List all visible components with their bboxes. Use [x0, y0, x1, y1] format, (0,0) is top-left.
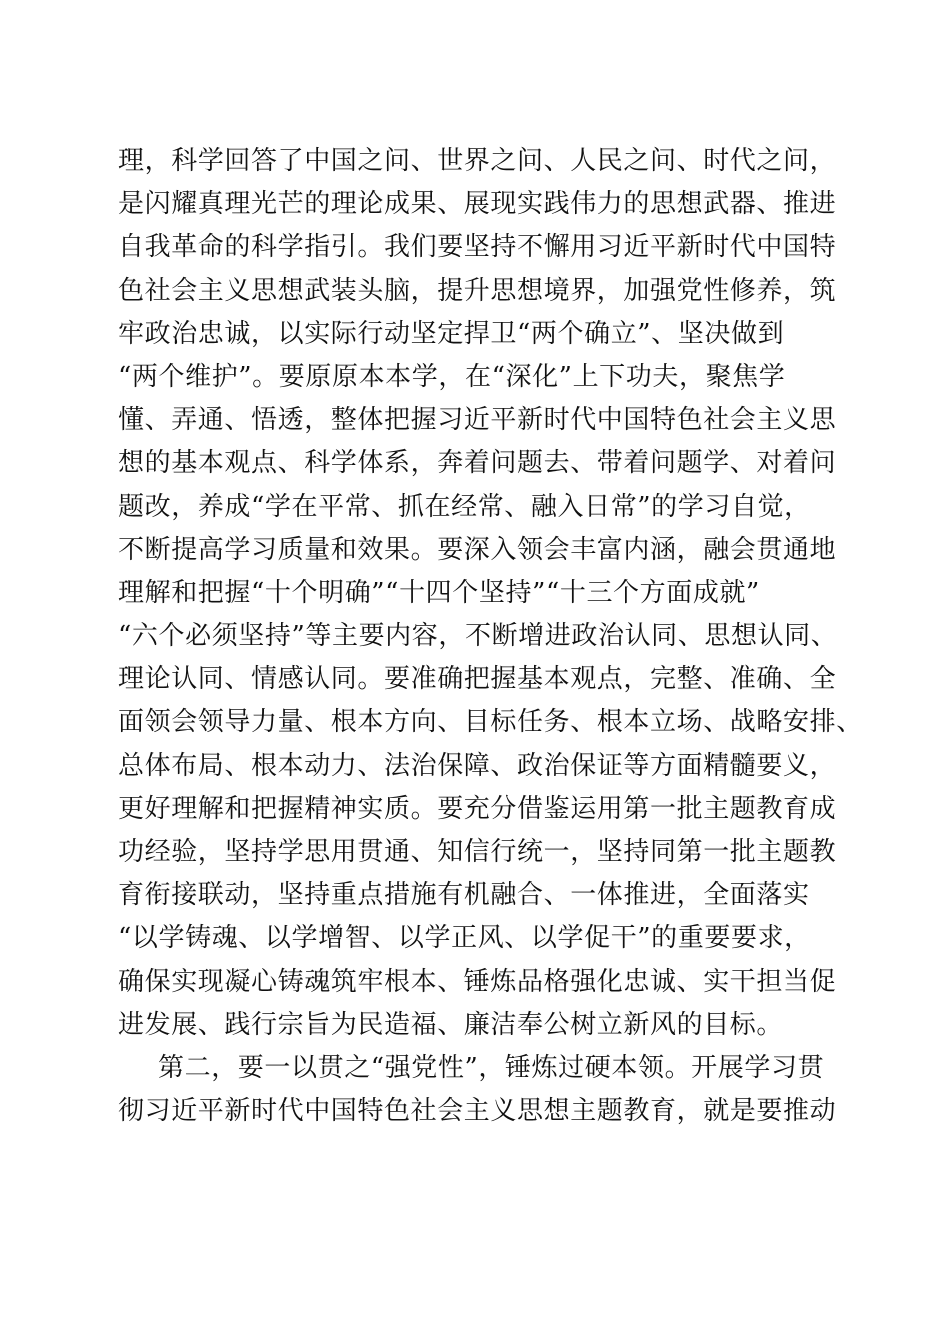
text-line: 懂、弄通、悟透，整体把握习近平新时代中国特色社会主义思 [118, 405, 837, 436]
text-line: 彻习近平新时代中国特色社会主义思想主题教育，就是要推动 [118, 1096, 837, 1127]
text-line: 面领会领导力量、根本方向、目标任务、根本立场、战略安排、 [118, 707, 863, 738]
text-line: 是闪耀真理光芒的理论成果、展现实践伟力的思想武器、推进 [118, 189, 837, 220]
text-line: 确保实现凝心铸魂筑牢根本、锤炼品格强化忠诚、实干担当促 [118, 966, 837, 997]
text-line: “两个维护”。要原原本本学，在“深化”上下功夫，聚焦学 [118, 361, 786, 392]
text-line: 色社会主义思想武装头脑，提升思想境界，加强党性修养，筑 [118, 275, 837, 306]
text-line: 进发展、践行宗旨为民造福、廉洁奉公树立新风的目标。 [118, 1009, 784, 1040]
text-line: 更好理解和把握精神实质。要充分借鉴运用第一批主题教育成 [118, 793, 837, 824]
text-line: 想的基本观点、科学体系，奔着问题去、带着问题学、对着问 [118, 448, 837, 479]
text-line: “以学铸魂、以学增智、以学正风、以学促干”的重要要求， [118, 923, 811, 954]
document-body [118, 140, 863, 1133]
text-line: 功经验，坚持学思用贯通、知信行统一，坚持同第一批主题教 [118, 837, 837, 867]
text-line: 不断提高学习质量和效果。要深入领会丰富内涵，融会贯通地 [118, 534, 837, 565]
text-line: 理，科学回答了中国之问、世界之问、人民之问、时代之问， [118, 146, 837, 176]
text-line: 自我革命的科学指引。我们要坚持不懈用习近平新时代中国特 [118, 232, 837, 263]
text-line: 题改，养成“学在平常、抓在经常、融入日常”的学习自觉， [118, 491, 811, 522]
text-line: 理论认同、情感认同。要准确把握基本观点，完整、准确、全 [118, 664, 837, 695]
paragraph-start-line: 第二，要一以贯之“强党性”，锤炼过硬本领。开展学习贯 [158, 1052, 825, 1083]
text-line: 理解和把握“十个明确”“十四个坚持”“十三个方面成就” [118, 577, 760, 608]
text-line: 牢政治忠诚，以实际行动坚定捍卫“两个确立”、坚决做到 [118, 318, 785, 349]
text-line: “六个必须坚持”等主要内容，不断增进政治认同、思想认同、 [118, 621, 838, 652]
text-line: 育衔接联动，坚持重点措施有机融合、一体推进，全面落实 [118, 880, 810, 911]
text-line: 总体布局、根本动力、法治保障、政治保证等方面精髓要义， [118, 750, 837, 781]
